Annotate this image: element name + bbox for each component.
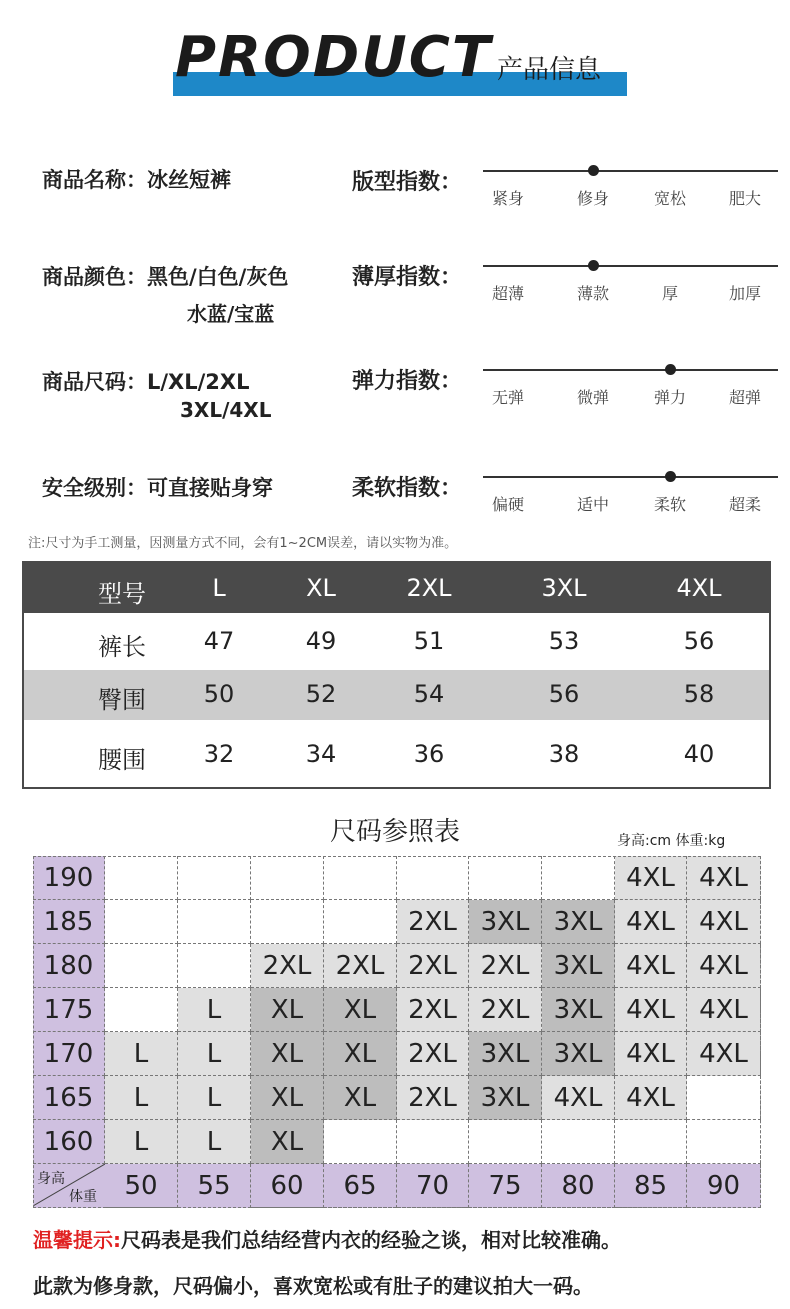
grid-size-cell <box>324 900 397 944</box>
info-safety-value: 可直接贴身穿 <box>147 476 273 500</box>
scale-option: 厚 <box>661 284 678 303</box>
scale-option: 超柔 <box>728 495 761 514</box>
grid-height-label: 160 <box>33 1120 105 1164</box>
grid-size-cell: 4XL <box>615 988 687 1032</box>
grid-size-cell: XL <box>251 988 324 1032</box>
size-table-row-label: 裤长 <box>98 633 146 661</box>
scale-option: 无弹 <box>491 388 524 407</box>
grid-size-cell <box>687 1076 761 1120</box>
scale-line <box>483 369 778 371</box>
grid-corner <box>33 1164 105 1208</box>
scale-marker-dot <box>588 165 599 176</box>
grid-size-cell <box>178 900 251 944</box>
grid-size-cell: 2XL <box>397 944 469 988</box>
grid-weight-label: 55 <box>178 1164 251 1208</box>
grid-size-cell <box>105 856 178 900</box>
grid-size-cell <box>324 856 397 900</box>
grid-size-cell <box>251 900 324 944</box>
grid-size-cell: 3XL <box>469 900 542 944</box>
index-scale <box>483 476 778 516</box>
size-table-header-cell: XL <box>306 574 336 602</box>
grid-size-cell: 3XL <box>542 1032 615 1076</box>
scale-marker-dot <box>588 260 599 271</box>
grid-weight-label: 80 <box>542 1164 615 1208</box>
size-table-header <box>24 563 769 613</box>
size-table-row <box>24 670 769 720</box>
scale-option: 偏硬 <box>491 495 524 514</box>
grid-weight-label: 90 <box>687 1164 761 1208</box>
index-scale <box>483 369 778 409</box>
grid-size-cell: 4XL <box>615 944 687 988</box>
size-table-cell: 36 <box>413 740 445 768</box>
grid-size-cell: XL <box>251 1032 324 1076</box>
info-size-label: 商品尺码： <box>42 370 147 394</box>
chart-unit: 身高:cm 体重:kg <box>617 833 726 849</box>
grid-size-cell: XL <box>251 1076 324 1120</box>
size-table-cell: 50 <box>203 680 235 708</box>
size-table-cell: 56 <box>683 627 715 655</box>
grid-size-cell: 2XL <box>469 988 542 1032</box>
grid-size-cell: 3XL <box>469 1076 542 1120</box>
size-table-cell: 47 <box>203 627 235 655</box>
grid-size-cell: 2XL <box>397 900 469 944</box>
size-table-cell: 38 <box>548 740 580 768</box>
info-safety <box>42 475 273 502</box>
size-table-cell: 54 <box>413 680 445 708</box>
grid-size-cell <box>105 988 178 1032</box>
grid-size-cell <box>469 856 542 900</box>
grid-size-cell: XL <box>324 1076 397 1120</box>
grid-size-cell: 4XL <box>615 1032 687 1076</box>
grid-size-cell: 2XL <box>251 944 324 988</box>
size-table-cell: 58 <box>683 680 715 708</box>
scale-option: 超弹 <box>728 388 761 407</box>
size-table-cell: 49 <box>305 627 337 655</box>
measurement-note: 注:尺寸为手工测量，因测量方式不同，会有1~2CM误差，请以实物为准。 <box>28 536 458 551</box>
scale-option: 紧身 <box>491 189 524 208</box>
grid-size-cell: 2XL <box>397 988 469 1032</box>
scale-line <box>483 476 778 478</box>
scale-option: 超薄 <box>491 284 524 303</box>
corner-height-label: 身高 <box>37 1171 65 1187</box>
grid-weight-label: 65 <box>324 1164 397 1208</box>
grid-size-cell: L <box>178 988 251 1032</box>
grid-size-cell <box>105 944 178 988</box>
size-table-header-cell: L <box>212 574 226 602</box>
size-table-cell: 40 <box>683 740 715 768</box>
grid-size-cell: XL <box>324 988 397 1032</box>
size-table <box>22 561 771 789</box>
grid-height-label: 165 <box>33 1076 105 1120</box>
grid-size-cell: XL <box>324 1032 397 1076</box>
scale-line <box>483 170 778 172</box>
scale-option: 肥大 <box>728 189 761 208</box>
size-table-cell: 32 <box>203 740 235 768</box>
grid-weight-label: 50 <box>105 1164 178 1208</box>
grid-size-cell <box>178 856 251 900</box>
size-table-header-cell: 3XL <box>541 574 587 602</box>
grid-size-cell: L <box>105 1120 178 1164</box>
grid-height-label: 170 <box>33 1032 105 1076</box>
grid-size-cell: L <box>105 1076 178 1120</box>
grid-size-cell: 4XL <box>687 944 761 988</box>
info-color-value-2: 水蓝/宝蓝 <box>187 302 275 326</box>
grid-size-cell <box>251 856 324 900</box>
info-safety-label: 安全级别： <box>42 476 147 500</box>
size-table-cell: 34 <box>305 740 337 768</box>
grid-size-cell <box>615 1120 687 1164</box>
scale-marker-dot <box>665 364 676 375</box>
tip-text-1: 尺码表是我们总结经营内衣的经验之谈，相对比较准确。 <box>121 1228 621 1252</box>
info-size-value-2: 3XL/4XL <box>180 398 272 422</box>
scale-line <box>483 265 778 267</box>
grid-size-cell: XL <box>251 1120 324 1164</box>
grid-size-cell <box>178 944 251 988</box>
scale-option: 适中 <box>576 495 609 514</box>
grid-size-cell <box>397 1120 469 1164</box>
size-table-cell: 52 <box>305 680 337 708</box>
scale-option: 修身 <box>576 189 609 208</box>
grid-size-cell: 3XL <box>469 1032 542 1076</box>
grid-size-cell: 3XL <box>542 944 615 988</box>
grid-size-cell: L <box>178 1032 251 1076</box>
grid-weight-label: 60 <box>251 1164 324 1208</box>
info-size <box>42 369 249 396</box>
info-color-value: 黑色/白色/灰色 <box>147 265 289 289</box>
grid-size-cell: 2XL <box>397 1076 469 1120</box>
index-scale <box>483 265 778 305</box>
grid-size-cell <box>687 1120 761 1164</box>
size-table-row-label: 臀围 <box>98 686 146 714</box>
grid-weight-label: 70 <box>397 1164 469 1208</box>
size-reference-grid <box>33 856 761 1208</box>
header-title-cn: 产品信息 <box>497 55 602 85</box>
grid-size-cell: 2XL <box>324 944 397 988</box>
index-label: 薄厚指数： <box>352 265 463 290</box>
size-table-row <box>24 613 769 670</box>
corner-weight-label: 体重 <box>69 1189 97 1205</box>
grid-size-cell: 4XL <box>615 1076 687 1120</box>
grid-size-cell <box>542 1120 615 1164</box>
scale-option: 柔软 <box>653 495 686 514</box>
grid-weight-label: 75 <box>469 1164 542 1208</box>
size-table-cell: 56 <box>548 680 580 708</box>
grid-size-cell <box>542 856 615 900</box>
size-table-cell: 53 <box>548 627 580 655</box>
grid-size-cell: L <box>178 1120 251 1164</box>
grid-size-cell: 4XL <box>687 856 761 900</box>
chart-title: 尺码参照表 <box>330 817 461 847</box>
grid-size-cell: 2XL <box>469 944 542 988</box>
tip-line-1 <box>33 1224 621 1253</box>
grid-size-cell: 4XL <box>615 856 687 900</box>
grid-size-cell <box>105 900 178 944</box>
grid-size-cell <box>324 1120 397 1164</box>
scale-marker-dot <box>665 471 676 482</box>
info-color-label: 商品颜色： <box>42 265 147 289</box>
info-name <box>42 167 231 194</box>
grid-size-cell: 4XL <box>687 900 761 944</box>
index-label: 弹力指数： <box>352 369 463 394</box>
grid-weight-label: 85 <box>615 1164 687 1208</box>
grid-height-label: 180 <box>33 944 105 988</box>
header-title-en: PRODUCT <box>175 25 493 90</box>
scale-option: 薄款 <box>576 284 609 303</box>
size-table-header-cell: 4XL <box>676 574 722 602</box>
info-size-value: L/XL/2XL <box>147 370 250 394</box>
index-label: 版型指数： <box>352 170 463 195</box>
grid-size-cell <box>469 1120 542 1164</box>
size-table-cell: 51 <box>413 627 445 655</box>
grid-height-label: 185 <box>33 900 105 944</box>
tip-prefix: 温馨提示: <box>33 1228 121 1252</box>
grid-size-cell: L <box>105 1032 178 1076</box>
index-label: 柔软指数： <box>352 476 463 501</box>
info-name-label: 商品名称： <box>42 168 147 192</box>
size-table-header-cell: 2XL <box>406 574 452 602</box>
grid-size-cell: 2XL <box>397 1032 469 1076</box>
grid-size-cell: 4XL <box>615 900 687 944</box>
grid-size-cell <box>397 856 469 900</box>
scale-option: 微弹 <box>576 388 609 407</box>
grid-height-label: 190 <box>33 856 105 900</box>
scale-option: 宽松 <box>653 189 686 208</box>
size-table-header-cell: 型号 <box>98 580 146 608</box>
info-color <box>42 264 288 291</box>
grid-height-label: 175 <box>33 988 105 1032</box>
grid-size-cell: 4XL <box>687 988 761 1032</box>
scale-option: 弹力 <box>653 388 686 407</box>
grid-size-cell: 3XL <box>542 988 615 1032</box>
size-table-row <box>24 720 769 787</box>
info-name-value: 冰丝短裤 <box>147 168 231 192</box>
scale-option: 加厚 <box>728 284 761 303</box>
grid-size-cell: 4XL <box>687 1032 761 1076</box>
index-scale <box>483 170 778 210</box>
tip-line-2: 此款为修身款，尺码偏小，喜欢宽松或有肚子的建议拍大一码。 <box>33 1274 593 1298</box>
grid-size-cell: 3XL <box>542 900 615 944</box>
grid-size-cell: L <box>178 1076 251 1120</box>
grid-size-cell: 4XL <box>542 1076 615 1120</box>
size-table-row-label: 腰围 <box>98 746 146 774</box>
